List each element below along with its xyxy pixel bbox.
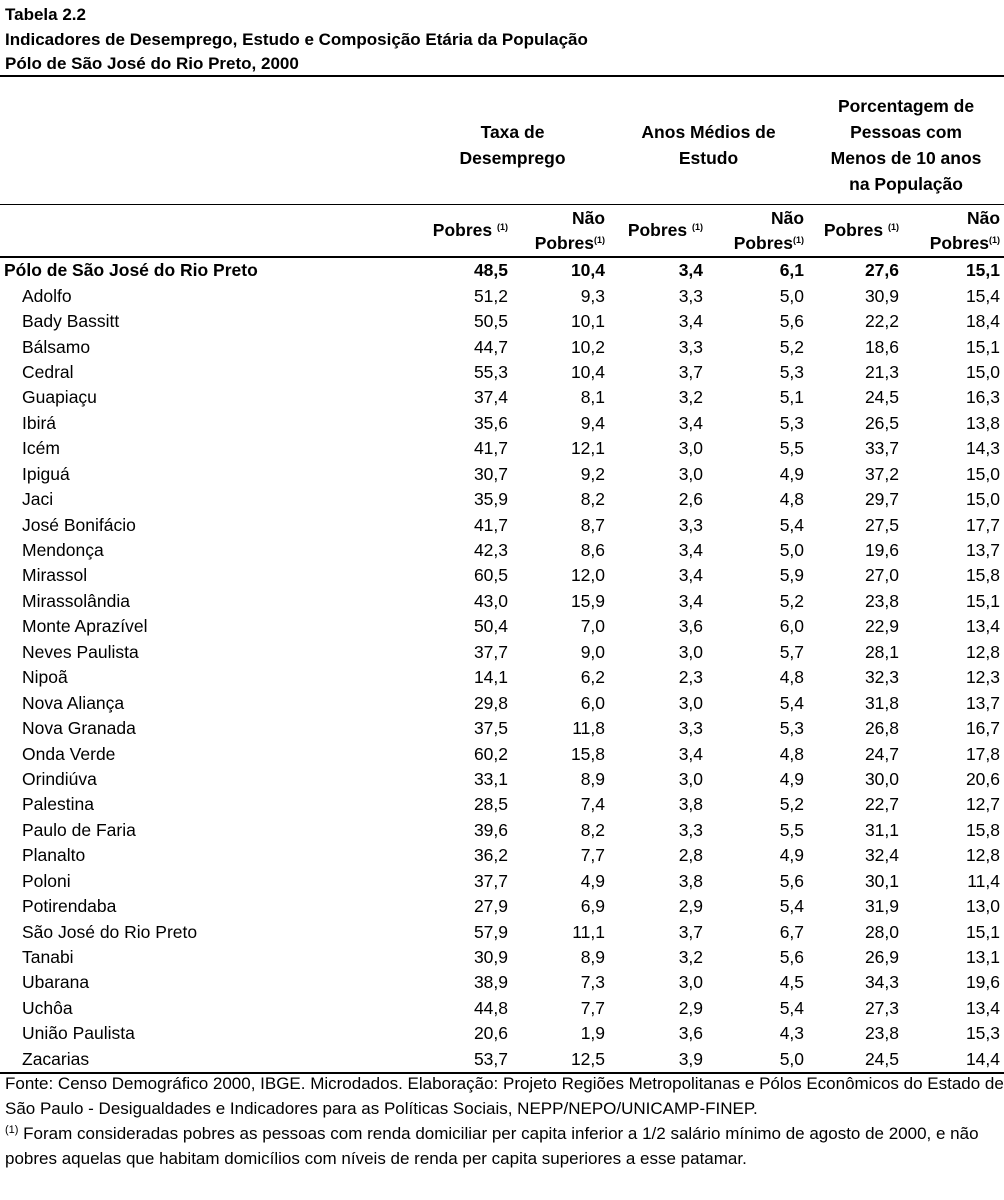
value-cell: 3,4 <box>678 311 704 332</box>
value-cell: 5,2 <box>779 590 805 611</box>
municipality-name: Monte Aprazível <box>22 616 148 637</box>
nao-pobres-label: Pobres <box>733 232 794 253</box>
value-cell: 28,1 <box>864 641 900 662</box>
value-cell: 5,0 <box>707 1047 808 1073</box>
value-cell: 3,0 <box>678 692 704 713</box>
value-cell: 6,0 <box>779 616 805 637</box>
nao-label: Não <box>571 207 606 228</box>
value-cell: 50,5 <box>473 311 508 332</box>
value-cell: 7,4 <box>580 794 606 815</box>
value-cell: 11,1 <box>572 921 606 942</box>
value-cell: 37,7 <box>473 870 508 891</box>
value-cell: 3,8 <box>678 794 704 815</box>
value-cell: 5,3 <box>779 361 805 382</box>
value-cell: 17,8 <box>965 743 1001 764</box>
value-cell: 3,7 <box>678 361 704 382</box>
value-cell: 1,9 <box>580 1023 606 1044</box>
footnote-marker: (1) <box>888 222 900 232</box>
value-cell: 51,2 <box>473 285 508 306</box>
value-cell: 2,9 <box>678 997 704 1018</box>
value-cell: 53,7 <box>416 1047 512 1073</box>
empty-subheader-cell <box>0 205 416 258</box>
value-cell: 15,8 <box>965 819 1001 840</box>
table-titles <box>5 3 588 77</box>
municipality-name: Zacarias <box>0 1047 416 1073</box>
municipality-name: Ibirá <box>22 412 57 433</box>
value-cell: 7,0 <box>580 616 606 637</box>
value-cell: 5,2 <box>779 336 805 357</box>
value-cell: 20,6 <box>965 768 1001 789</box>
table-row <box>0 614 1004 639</box>
pobres-label: Pobres <box>432 220 493 240</box>
value-cell: 43,0 <box>473 590 508 611</box>
value-cell: 3,3 <box>678 514 704 535</box>
indicators-table <box>0 86 1004 1074</box>
value-cell: 22,7 <box>864 794 900 815</box>
value-cell: 9,3 <box>580 285 606 306</box>
value-cell: 5,3 <box>779 412 805 433</box>
value-cell: 13,0 <box>965 896 1001 917</box>
footnote-text: Foram consideradas pobres as pessoas com renda domiciliar per capita inferior a 1/2 salário mínimo de agosto de 2000, e não pobres aquelas que habitam domicílios com níveis de renda per capita superiores a esse patamar. <box>5 1124 979 1168</box>
value-cell: 23,8 <box>864 590 900 611</box>
pobres-label: Pobres <box>627 220 688 240</box>
value-cell: 8,2 <box>580 489 606 510</box>
value-cell: 5,0 <box>779 285 805 306</box>
value-cell: 12,8 <box>965 845 1001 866</box>
value-cell: 27,3 <box>864 997 900 1018</box>
municipality-name: Uchôa <box>22 997 73 1018</box>
value-cell: 44,8 <box>473 997 508 1018</box>
value-cell: 15,1 <box>965 921 1001 942</box>
subheader-nao-pobres <box>903 205 1004 258</box>
empty-header-cell <box>0 86 416 205</box>
value-cell: 3,8 <box>678 870 704 891</box>
municipality-name: Palestina <box>22 794 94 815</box>
value-cell: 30,9 <box>473 947 508 968</box>
value-cell: 33,1 <box>473 768 508 789</box>
value-cell: 5,7 <box>779 641 805 662</box>
value-cell: 10,1 <box>570 311 606 332</box>
value-cell: 22,9 <box>864 616 900 637</box>
value-cell: 5,3 <box>779 718 805 739</box>
total-value: 15,1 <box>965 260 1001 281</box>
value-cell: 5,6 <box>779 311 805 332</box>
value-cell: 10,2 <box>570 336 606 357</box>
table-row <box>0 741 1004 766</box>
total-value: 10,4 <box>570 260 606 281</box>
table-row <box>0 869 1004 894</box>
table-row <box>0 436 1004 461</box>
value-cell: 2,6 <box>678 489 704 510</box>
value-cell: 15,8 <box>570 743 606 764</box>
value-cell: 3,4 <box>678 540 704 561</box>
header-taxa-desemprego: Taxa de Desemprego <box>459 122 566 168</box>
value-cell: 3,6 <box>678 1023 704 1044</box>
table-row <box>0 792 1004 817</box>
table-footer <box>5 1071 1004 1171</box>
sub-header-row <box>0 205 1004 258</box>
value-cell: 39,6 <box>473 819 508 840</box>
table-row <box>0 945 1004 970</box>
value-cell: 14,4 <box>903 1047 1004 1073</box>
value-cell: 6,0 <box>580 692 606 713</box>
municipality-name: Planalto <box>22 845 86 866</box>
value-cell: 24,5 <box>864 387 900 408</box>
value-cell: 5,4 <box>779 514 805 535</box>
value-cell: 2,8 <box>678 845 704 866</box>
value-cell: 4,5 <box>779 972 805 993</box>
value-cell: 15,3 <box>965 1023 1001 1044</box>
value-cell: 3,3 <box>678 718 704 739</box>
value-cell: 16,7 <box>965 718 1001 739</box>
value-cell: 3,4 <box>678 412 704 433</box>
value-cell: 12,5 <box>512 1047 609 1073</box>
municipality-name: Icém <box>22 438 60 459</box>
municipality-name: Onda Verde <box>22 743 116 764</box>
municipality-name: Cedral <box>22 361 74 382</box>
value-cell: 13,4 <box>965 616 1001 637</box>
table-title: Indicadores de Desemprego, Estudo e Composição Etária da População <box>5 29 588 49</box>
value-cell: 16,3 <box>965 387 1001 408</box>
subheader-nao-pobres <box>512 205 609 258</box>
municipality-name: Mendonça <box>22 540 104 561</box>
value-cell: 8,7 <box>580 514 606 535</box>
value-cell: 41,7 <box>473 514 508 535</box>
value-cell: 29,7 <box>864 489 900 510</box>
total-value: 27,6 <box>864 260 900 281</box>
value-cell: 32,3 <box>864 667 900 688</box>
municipality-name: Bálsamo <box>22 336 91 357</box>
municipality-name: Neves Paulista <box>22 641 139 662</box>
value-cell: 29,8 <box>473 692 508 713</box>
table-row <box>0 334 1004 359</box>
value-cell: 20,6 <box>473 1023 508 1044</box>
pobres-label: Pobres <box>823 220 884 240</box>
table-row <box>0 996 1004 1021</box>
value-cell: 14,3 <box>965 438 1001 459</box>
value-cell: 9,4 <box>580 412 606 433</box>
table-row <box>0 411 1004 436</box>
value-cell: 34,3 <box>864 972 900 993</box>
value-cell: 3,6 <box>678 616 704 637</box>
value-cell: 6,2 <box>580 667 606 688</box>
value-cell: 2,3 <box>678 667 704 688</box>
value-cell: 3,2 <box>678 947 704 968</box>
value-cell: 8,6 <box>580 540 606 561</box>
municipality-name: Guapiaçu <box>22 387 97 408</box>
value-cell: 12,3 <box>965 667 1001 688</box>
footnote-marker: (1) <box>692 222 704 232</box>
table-row <box>0 665 1004 690</box>
municipality-name: União Paulista <box>22 1023 135 1044</box>
value-cell: 5,5 <box>779 819 805 840</box>
subheader-pobres <box>808 205 903 258</box>
source-note: Fonte: Censo Demográfico 2000, IBGE. Microdados. Elaboração: Projeto Regiões Metropolitanas e Pólos Econômicos do Estado de São Paulo - Desigualdades e Indicadores para as Políticas Sociais, NEPP/NEPO/UNICAMP-FINEP. <box>5 1074 1004 1118</box>
value-cell: 8,9 <box>580 768 606 789</box>
value-cell: 15,0 <box>965 361 1001 382</box>
value-cell: 22,2 <box>864 311 900 332</box>
value-cell: 17,7 <box>965 514 1001 535</box>
value-cell: 36,2 <box>473 845 508 866</box>
value-cell: 4,9 <box>580 870 606 891</box>
table-row <box>0 487 1004 512</box>
table-row <box>0 640 1004 665</box>
value-cell: 30,0 <box>864 768 900 789</box>
table-row <box>0 970 1004 995</box>
value-cell: 15,4 <box>965 285 1001 306</box>
table-row <box>0 1021 1004 1046</box>
table-subtitle: Pólo de São José do Rio Preto, 2000 <box>5 54 299 73</box>
value-cell: 31,8 <box>864 692 900 713</box>
value-cell: 19,6 <box>864 540 900 561</box>
value-cell: 4,9 <box>779 845 805 866</box>
value-cell: 32,4 <box>864 845 900 866</box>
value-cell: 27,9 <box>473 896 508 917</box>
value-cell: 26,9 <box>864 947 900 968</box>
table-row <box>0 843 1004 868</box>
municipality-name: Nova Aliança <box>22 692 125 713</box>
table-row <box>0 1047 1004 1073</box>
value-cell: 5,5 <box>779 438 805 459</box>
value-cell: 3,9 <box>609 1047 707 1073</box>
value-cell: 33,7 <box>864 438 900 459</box>
value-cell: 30,1 <box>864 870 900 891</box>
value-cell: 50,4 <box>473 616 508 637</box>
table-row <box>0 360 1004 385</box>
value-cell: 35,9 <box>473 489 508 510</box>
value-cell: 12,7 <box>965 794 1001 815</box>
subheader-pobres <box>416 205 512 258</box>
value-cell: 13,4 <box>965 997 1001 1018</box>
value-cell: 3,2 <box>678 387 704 408</box>
value-cell: 15,8 <box>965 565 1001 586</box>
value-cell: 5,9 <box>779 565 805 586</box>
value-cell: 3,7 <box>678 921 704 942</box>
value-cell: 30,7 <box>473 463 508 484</box>
municipality-name: Poloni <box>22 870 71 891</box>
value-cell: 5,4 <box>779 692 805 713</box>
footnote-marker: (1) <box>989 234 1001 245</box>
value-cell: 3,0 <box>678 641 704 662</box>
value-cell: 3,0 <box>678 438 704 459</box>
value-cell: 31,1 <box>864 819 900 840</box>
value-cell: 18,6 <box>864 336 900 357</box>
table-row <box>0 563 1004 588</box>
value-cell: 26,5 <box>864 412 900 433</box>
value-cell: 11,8 <box>572 718 606 739</box>
municipality-name: São José do Rio Preto <box>22 921 198 942</box>
table-row <box>0 462 1004 487</box>
value-cell: 60,5 <box>473 565 508 586</box>
value-cell: 2,9 <box>678 896 704 917</box>
footnote-marker: (1) <box>594 234 606 245</box>
value-cell: 18,4 <box>965 311 1001 332</box>
value-cell: 4,8 <box>779 743 805 764</box>
value-cell: 23,8 <box>864 1023 900 1044</box>
value-cell: 27,5 <box>864 514 900 535</box>
total-value: 48,5 <box>473 260 508 281</box>
value-cell: 8,2 <box>580 819 606 840</box>
value-cell: 19,6 <box>965 972 1001 993</box>
value-cell: 5,4 <box>779 997 805 1018</box>
footnote-marker: (1) <box>5 1124 19 1136</box>
value-cell: 12,8 <box>965 641 1001 662</box>
value-cell: 3,3 <box>678 336 704 357</box>
value-cell: 3,4 <box>678 565 704 586</box>
table-row <box>0 283 1004 308</box>
total-value: 6,1 <box>779 260 805 281</box>
value-cell: 15,1 <box>965 336 1001 357</box>
header-porcentagem-menos-10: Porcentagem de Pessoas com Menos de 10 anos na População <box>830 96 982 194</box>
value-cell: 6,9 <box>580 896 606 917</box>
value-cell: 41,7 <box>473 438 508 459</box>
value-cell: 9,0 <box>580 641 606 662</box>
subheader-nao-pobres <box>707 205 808 258</box>
value-cell: 11,4 <box>967 870 1001 891</box>
value-cell: 55,3 <box>473 361 508 382</box>
value-cell: 3,0 <box>678 463 704 484</box>
value-cell: 7,7 <box>580 845 606 866</box>
value-cell: 4,8 <box>779 489 805 510</box>
municipality-name: Tanabi <box>22 947 74 968</box>
value-cell: 37,4 <box>473 387 508 408</box>
value-cell: 15,0 <box>965 463 1001 484</box>
value-cell: 12,1 <box>570 438 606 459</box>
total-name: Pólo de São José do Rio Preto <box>4 260 258 281</box>
municipality-name: Adolfo <box>22 285 72 306</box>
value-cell: 13,8 <box>965 412 1001 433</box>
value-cell: 30,9 <box>864 285 900 306</box>
nao-pobres-label: Pobres <box>534 232 595 253</box>
value-cell: 5,6 <box>779 947 805 968</box>
value-cell: 9,2 <box>580 463 606 484</box>
value-cell: 60,2 <box>473 743 508 764</box>
value-cell: 15,9 <box>570 590 606 611</box>
value-cell: 3,3 <box>678 819 704 840</box>
subheader-pobres <box>609 205 707 258</box>
footnote-marker: (1) <box>497 222 508 232</box>
municipality-name: Paulo de Faria <box>22 819 136 840</box>
table-row <box>0 385 1004 410</box>
value-cell: 5,2 <box>779 794 805 815</box>
total-value: 3,4 <box>678 260 704 281</box>
value-cell: 31,9 <box>864 896 900 917</box>
value-cell: 8,9 <box>580 947 606 968</box>
value-cell: 38,9 <box>473 972 508 993</box>
value-cell: 26,8 <box>864 718 900 739</box>
value-cell: 15,1 <box>965 590 1001 611</box>
table-row <box>0 894 1004 919</box>
value-cell: 13,7 <box>965 692 1001 713</box>
value-cell: 4,9 <box>779 768 805 789</box>
value-cell: 28,0 <box>864 921 900 942</box>
value-cell: 4,3 <box>779 1023 805 1044</box>
value-cell: 13,1 <box>965 947 1001 968</box>
value-cell: 28,5 <box>473 794 508 815</box>
table-row <box>0 309 1004 334</box>
value-cell: 35,6 <box>473 412 508 433</box>
value-cell: 10,4 <box>570 361 606 382</box>
nao-label: Não <box>770 207 805 228</box>
value-cell: 37,7 <box>473 641 508 662</box>
value-cell: 7,7 <box>580 997 606 1018</box>
value-cell: 44,7 <box>473 336 508 357</box>
municipality-name: Nipoã <box>22 667 68 688</box>
municipality-name: Orindiúva <box>22 768 97 789</box>
value-cell: 5,6 <box>779 870 805 891</box>
value-cell: 3,4 <box>678 743 704 764</box>
nao-label: Não <box>966 207 1001 228</box>
municipality-name: Bady Bassitt <box>22 311 120 332</box>
value-cell: 6,7 <box>779 921 805 942</box>
value-cell: 24,7 <box>864 743 900 764</box>
table-row <box>0 589 1004 614</box>
value-cell: 7,3 <box>580 972 606 993</box>
value-cell: 4,8 <box>779 667 805 688</box>
value-cell: 57,9 <box>473 921 508 942</box>
value-cell: 5,0 <box>779 540 805 561</box>
value-cell: 8,1 <box>580 387 606 408</box>
municipality-name: Mirassol <box>22 565 88 586</box>
nao-pobres-label: Pobres <box>929 232 990 253</box>
top-rule <box>0 75 1004 77</box>
value-cell: 4,9 <box>779 463 805 484</box>
value-cell: 21,3 <box>864 361 900 382</box>
value-cell: 5,1 <box>779 387 805 408</box>
table-row <box>0 919 1004 944</box>
value-cell: 14,1 <box>473 667 508 688</box>
municipality-name: José Bonifácio <box>22 514 136 535</box>
municipality-name: Ubarana <box>22 972 90 993</box>
table-number: Tabela 2.2 <box>5 5 86 24</box>
municipality-name: Potirendaba <box>22 896 117 917</box>
table-row <box>0 690 1004 715</box>
table-row <box>0 767 1004 792</box>
header-anos-estudo: Anos Médios de Estudo <box>641 122 776 168</box>
value-cell: 12,0 <box>570 565 606 586</box>
table-row <box>0 716 1004 741</box>
municipality-name: Ipiguá <box>22 463 70 484</box>
value-cell: 15,0 <box>965 489 1001 510</box>
municipality-name: Nova Granada <box>22 718 136 739</box>
table-body <box>0 257 1004 1073</box>
municipality-name: Jaci <box>22 489 54 510</box>
table-row <box>0 818 1004 843</box>
table-row <box>0 512 1004 537</box>
value-cell: 13,7 <box>965 540 1001 561</box>
footnote <box>5 1121 1004 1171</box>
total-row <box>0 257 1004 283</box>
municipality-name: Mirassolândia <box>22 590 130 611</box>
value-cell: 5,4 <box>779 896 805 917</box>
value-cell: 37,5 <box>473 718 508 739</box>
value-cell: 27,0 <box>864 565 900 586</box>
footnote-marker: (1) <box>793 234 805 245</box>
table-row <box>0 538 1004 563</box>
value-cell: 42,3 <box>473 540 508 561</box>
group-header-row <box>0 86 1004 205</box>
value-cell: 3,3 <box>678 285 704 306</box>
value-cell: 3,4 <box>678 590 704 611</box>
value-cell: 37,2 <box>864 463 900 484</box>
value-cell: 3,0 <box>678 768 704 789</box>
value-cell: 24,5 <box>808 1047 903 1073</box>
value-cell: 3,0 <box>678 972 704 993</box>
